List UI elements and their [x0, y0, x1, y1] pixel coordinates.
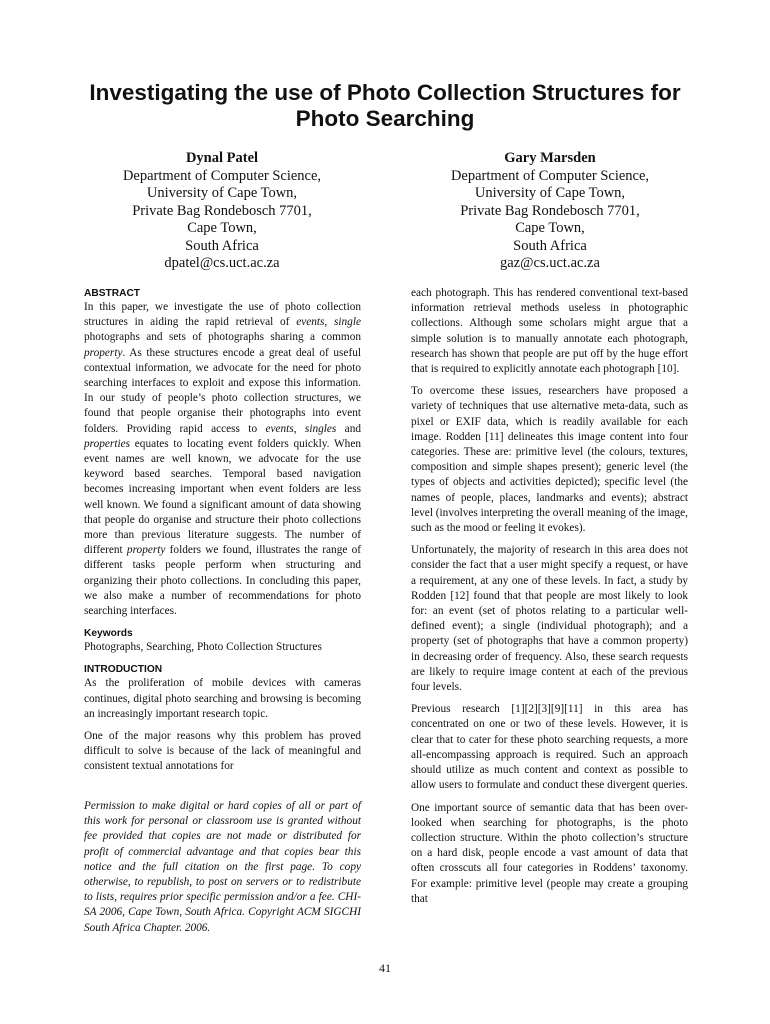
- paper-title: Investigating the use of Photo Collection Structures for Photo Searching: [89, 80, 681, 131]
- author-affiliation-line: Private Bag Rondebosch 7701,: [132, 202, 312, 219]
- author-block-patel: [72, 150, 372, 273]
- author-affiliation-line: South Africa: [185, 237, 259, 254]
- left-column: [84, 286, 361, 782]
- keywords-text: Photographs, Searching, Photo Collection Structures: [84, 641, 322, 654]
- introduction-paragraph: One of the major reasons why this problem has proved difficult to solve is because of the lack of meaningful and consistent textual annotations for: [84, 730, 361, 773]
- abstract-text: In this paper, we investigate the use of photo collection structures in aiding the rapid retrieval of events, single photographs and sets of photographs sharing a common property. As these structures encode a great deal of useful contextual information, we advocate for the need for photo searching interfaces to exploit and expose this information. In our study of people’s photo collection structures, we found that people organise their photographs into event folders. Providing rapid access to events, singles and properties equates to locating event folders quickly. When event names are well known, we advocate for the use keyword based searches. Temporal based navigation becomes increasing important when event folders are less well known. We found a significant amount of data showing that people do organise and structure their photo collections more than previous literature suggests. The number of different property folders we found, illustrates the range of different tasks people perform when structuring and organizing their photo collections. In concluding this paper, we also make a number of recommendations for photo searching interfaces.: [84, 301, 361, 618]
- body-paragraph: Unfortunately, the majority of research in this area does not consider the fact that a user might specify a request, or have a requirement, at any one of these levels. In fact, a study by Rodden [12] found that that people are most likely to look for: an event (set of photos relating to a particular well-defined event); a single (individual photograph); and a property (set of photographs that have a common property) in decreasing order of frequency. Also, these search requests are likely to require image content at each of the previous four levels.: [411, 544, 688, 694]
- abstract-heading: ABSTRACT: [84, 288, 141, 299]
- author-email: dpatel@cs.uct.ac.za: [164, 255, 280, 271]
- keywords-heading: Keywords: [84, 628, 133, 640]
- body-paragraph: each photograph. This has rendered conventional text-based information retrieval methods useless in photographic collections. Although some scholars might argue that a simple solution is to manually annotate each photograph, research has shown that people are put off by the huge effort that is required to explicitly annotate each photograph [10].: [411, 287, 688, 376]
- introduction-heading: INTRODUCTION: [84, 664, 163, 676]
- introduction-paragraph: As the proliferation of mobile devices with cameras continues, digital photo searching and browsing is becoming an increasingly important research topic.: [84, 677, 361, 720]
- author-name: Dynal Patel: [185, 150, 259, 166]
- author-affiliation-line: Cape Town,: [515, 220, 585, 236]
- author-affiliation-line: University of Cape Town,: [146, 185, 298, 201]
- author-affiliation-line: University of Cape Town,: [474, 185, 626, 201]
- body-paragraph: Previous research [1][2][3][9][11] in this area has concentrated on one or two of these levels. However, it is clear that to cater for these photo searching requests, a more all-encompassing approach is required. Such an approach should utilize as much content and context as possible to allow users to formulate and conduct these divergent queries.: [411, 703, 688, 792]
- body-paragraph: One important source of semantic data that has been over-looked when searching for photographs, is the photo collection structure. Within the photo collection’s structure on a hard disk, people encode a vast amount of data that often crosscuts all four categories in Roddens’ taxonomy. For example: primitive level (people may create a grouping that: [411, 801, 688, 905]
- page-number: 41: [379, 961, 391, 975]
- author-name: Gary Marsden: [504, 150, 596, 166]
- right-column: [411, 286, 688, 914]
- author-email: gaz@cs.uct.ac.za: [500, 255, 600, 271]
- author-affiliation-line: Department of Computer Science,: [450, 167, 650, 184]
- author-affiliation-line: Department of Computer Science,: [122, 167, 322, 184]
- author-affiliation-line: Cape Town,: [187, 220, 257, 236]
- author-block-marsden: [400, 150, 700, 273]
- author-affiliation-line: South Africa: [513, 237, 587, 254]
- body-paragraph: To overcome these issues, researchers have proposed a variety of techniques that use alternative meta-data, such as pixel or EXIF data, which is readily available for each image. Rodden [11] delineates this image content into four categories. These are: primitive level (the colours, textures, composition and simple shapes present); generic level (the types of objects and activities depicted); specific level (the names of people, places, landmarks and events); abstract level (involves interpreting the overall meaning of the image, such as the mood or feeling it evokes).: [411, 385, 688, 535]
- permission-notice: Permission to make digital or hard copies of all or part of this work for personal or classroom use is granted without fee provided that copies are not made or distributed for profit of commercial advantage and that copies bear this notice and the full citation on the first page. To copy otherwise, to republish, to post on servers or to redistribute to lists, requires prior specific permission and/or a fee. CHI-SA 2006, Cape Town, South Africa. Copyright ACM SIGCHI South Africa Chapter. 2006.: [84, 800, 361, 934]
- author-affiliation-line: Private Bag Rondebosch 7701,: [460, 202, 640, 219]
